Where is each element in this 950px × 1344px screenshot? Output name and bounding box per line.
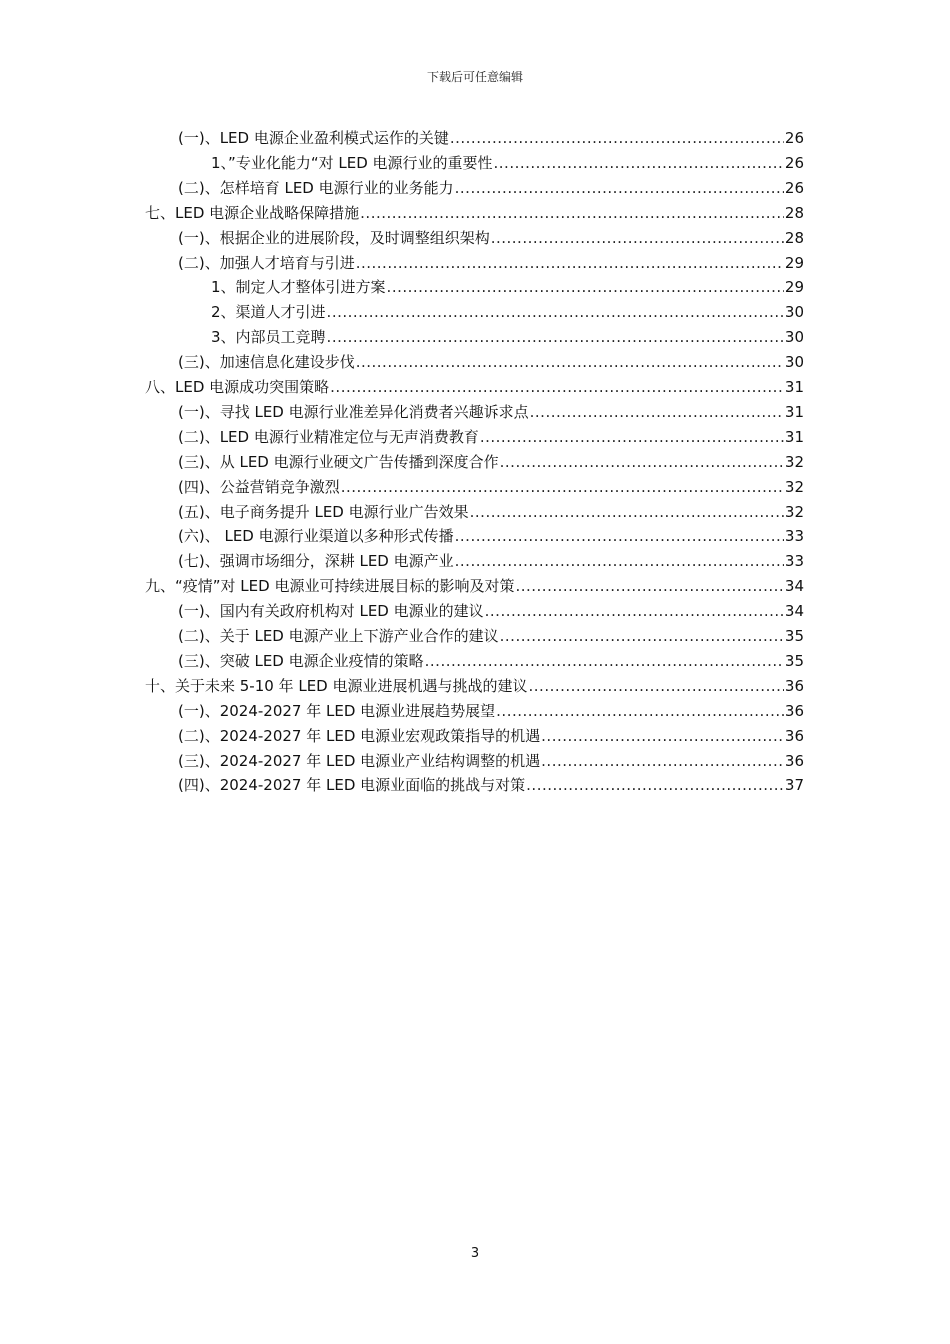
toc-entry-title: (三)、2024-2027 年 LED 电源业产业结构调整的机遇	[178, 751, 541, 770]
toc-leader-dots	[500, 450, 784, 475]
toc-entry-page: 31	[784, 427, 804, 446]
toc-leader-dots	[541, 749, 784, 774]
toc-leader-dots	[496, 699, 784, 724]
toc-entry[interactable]	[178, 624, 804, 649]
toc-leader-dots	[450, 126, 784, 151]
toc-entry[interactable]	[178, 475, 804, 500]
toc-entry-page: 32	[784, 452, 804, 471]
toc-entry[interactable]	[178, 699, 804, 724]
toc-entry[interactable]	[178, 649, 804, 674]
toc-entry-title: (五)、电子商务提升 LED 电源行业广告效果	[178, 502, 469, 521]
toc-entry-page: 29	[784, 278, 804, 297]
toc-entry-page: 34	[784, 577, 804, 596]
toc-leader-dots	[327, 325, 784, 350]
toc-entry[interactable]	[178, 126, 804, 151]
toc-leader-dots	[530, 400, 784, 425]
toc-entry-page: 26	[784, 178, 804, 197]
toc-entry[interactable]	[145, 574, 804, 599]
toc-entry[interactable]	[178, 500, 804, 525]
toc-entry-title: (六)、 LED 电源行业渠道以多种形式传播	[178, 527, 454, 546]
toc-entry-page: 32	[784, 502, 804, 521]
toc-entry[interactable]	[211, 275, 804, 300]
toc-entry-title: (二)、关于 LED 电源产业上下游产业合作的建议	[178, 627, 499, 645]
toc-entry-page: 35	[784, 627, 804, 645]
toc-entry[interactable]	[178, 400, 804, 425]
toc-leader-dots	[356, 251, 784, 276]
toc-entry-title: (一)、寻找 LED 电源行业准差异化消费者兴趣诉求点	[178, 402, 529, 421]
toc-entry[interactable]	[178, 549, 804, 574]
toc-entry[interactable]	[178, 176, 804, 201]
toc-leader-dots	[455, 176, 784, 201]
toc-entry-page: 26	[784, 153, 804, 172]
toc-entry-page: 31	[784, 378, 804, 396]
toc-entry-page: 36	[784, 726, 804, 745]
toc-leader-dots	[526, 773, 784, 798]
toc-leader-dots	[491, 226, 784, 251]
toc-entry-page: 35	[784, 651, 804, 670]
toc-entry[interactable]	[178, 350, 804, 375]
toc-leader-dots	[529, 674, 784, 699]
toc-entry-title: 八、LED 电源成功突围策略	[145, 378, 330, 396]
toc-entry-title: 十、关于未来 5-10 年 LED 电源业进展机遇与挑战的建议	[145, 676, 528, 695]
toc-entry[interactable]	[178, 425, 804, 450]
toc-leader-dots	[387, 275, 784, 300]
toc-entry-page: 33	[784, 552, 804, 571]
toc-entry[interactable]	[145, 674, 804, 699]
toc-entry[interactable]	[211, 300, 804, 325]
toc-entry-page: 33	[784, 527, 804, 546]
toc-entry-title: (一)、LED 电源企业盈利模式运作的关键	[178, 129, 449, 147]
toc-entry-page: 26	[784, 129, 804, 147]
toc-entry-title: 3、内部员工竞聘	[211, 328, 326, 347]
toc-entry[interactable]	[178, 450, 804, 475]
toc-entry-title: (一)、国内有关政府机构对 LED 电源业的建议	[178, 602, 484, 621]
toc-entry-page: 36	[784, 751, 804, 770]
toc-entry-title: (一)、2024-2027 年 LED 电源业进展趋势展望	[178, 701, 496, 720]
toc-leader-dots	[541, 724, 784, 749]
toc-leader-dots	[341, 475, 784, 500]
toc-entry-page: 34	[784, 602, 804, 621]
toc-entry-title: (一)、根据企业的进展阶段，及时调整组织架构	[178, 228, 490, 247]
toc-entry-title: (二)、加强人才培育与引进	[178, 253, 355, 272]
toc-entry-page: 28	[784, 228, 804, 247]
toc-leader-dots	[327, 300, 784, 325]
toc-leader-dots	[360, 201, 784, 226]
toc-leader-dots	[485, 599, 784, 624]
toc-entry-title: 九、“疫情”对 LED 电源业可持续进展目标的影响及对策	[145, 577, 515, 596]
toc-leader-dots	[494, 151, 784, 176]
toc-entry[interactable]	[178, 226, 804, 251]
toc-entry[interactable]	[178, 749, 804, 774]
toc-entry-title: 2、渠道人才引进	[211, 303, 326, 322]
toc-leader-dots	[455, 524, 784, 549]
toc-entry-title: (四)、2024-2027 年 LED 电源业面临的挑战与对策	[178, 776, 526, 795]
toc-entry-page: 37	[784, 776, 804, 795]
toc-entry-page: 36	[784, 701, 804, 720]
toc-entry[interactable]	[178, 251, 804, 276]
toc-entry[interactable]	[178, 773, 804, 798]
toc-entry-page: 30	[784, 353, 804, 372]
toc-entry[interactable]	[211, 151, 804, 176]
toc-entry-page: 32	[784, 477, 804, 496]
toc-entry-title: 七、LED 电源企业战略保障措施	[145, 203, 360, 222]
toc-entry-title: (七)、强调市场细分，深耕 LED 电源产业	[178, 552, 454, 571]
toc-entry[interactable]	[211, 325, 804, 350]
page-number: 3	[470, 1246, 480, 1261]
toc-entry[interactable]	[145, 375, 804, 400]
toc-entry-title: 1、制定人才整体引进方案	[211, 278, 386, 297]
toc-entry[interactable]	[178, 599, 804, 624]
toc-entry-page: 30	[784, 328, 804, 347]
toc-entry-page: 36	[784, 676, 804, 695]
toc-leader-dots	[455, 549, 784, 574]
toc-leader-dots	[470, 500, 784, 525]
toc-entry-title: (二)、LED 电源行业精准定位与无声消费教育	[178, 427, 479, 446]
toc-entry[interactable]	[178, 524, 804, 549]
toc-leader-dots	[515, 574, 783, 599]
toc-entry-page: 28	[784, 203, 804, 222]
toc-entry-title: (四)、公益营销竞争激烈	[178, 477, 340, 496]
page-header: 下载后可任意编辑	[426, 70, 523, 84]
toc-entry[interactable]	[145, 201, 804, 226]
toc-leader-dots	[330, 375, 784, 400]
toc-entry[interactable]	[178, 724, 804, 749]
toc-entry-page: 31	[784, 402, 804, 421]
toc-entry-title: 1、”专业化能力“对 LED 电源行业的重要性	[211, 153, 493, 172]
toc-leader-dots	[500, 624, 784, 649]
toc-entry-page: 29	[784, 253, 804, 272]
toc-entry-title: (三)、从 LED 电源行业硬文广告传播到深度合作	[178, 452, 499, 471]
toc-leader-dots	[425, 649, 784, 674]
toc-entry-title: (三)、加速信息化建设步伐	[178, 353, 355, 372]
toc-entry-page: 30	[784, 303, 804, 322]
toc-entry-title: (三)、突破 LED 电源企业疫情的策略	[178, 651, 424, 670]
toc-entry-title: (二)、怎样培育 LED 电源行业的业务能力	[178, 178, 454, 197]
toc-entry-title: (二)、2024-2027 年 LED 电源业宏观政策指导的机遇	[178, 726, 541, 745]
toc-leader-dots	[356, 350, 784, 375]
toc-leader-dots	[480, 425, 784, 450]
